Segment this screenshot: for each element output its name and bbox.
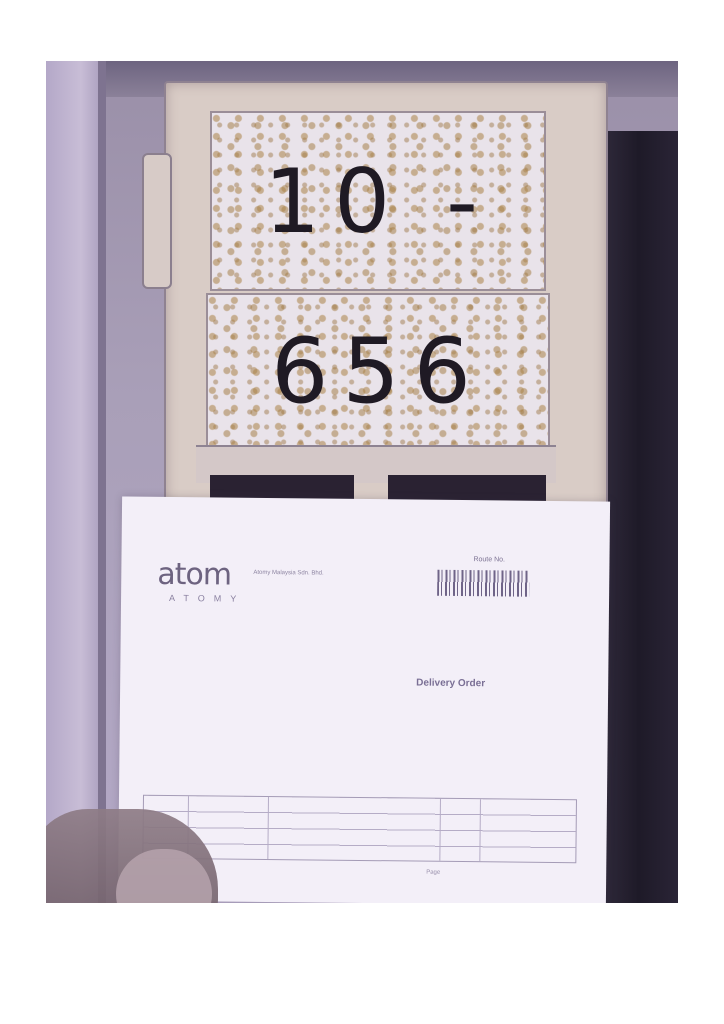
table-column-divider [267,797,269,859]
wall-edge [98,61,106,903]
page-number: Page [426,869,441,876]
company-line: Atomy Malaysia Sdn. Bhd. [253,569,324,577]
document-title: Delivery Order [416,677,486,690]
unit-number-plate-bottom [206,293,550,449]
unit-block-number: 10 - [264,149,492,253]
atomy-logo-subtitle: ATOMY [169,592,246,604]
barcode [437,570,529,597]
atomy-logo: atom [157,556,232,593]
unit-number: 656 [271,318,485,424]
order-info-block [144,697,584,738]
unit-number-plate-top [210,111,546,291]
wall-left [46,61,104,903]
company-address [253,568,423,580]
table-column-divider [479,799,481,861]
table-column-divider [439,799,441,861]
photo [46,61,678,903]
route-number: Route No. [473,556,506,564]
wall-bracket [142,153,172,289]
